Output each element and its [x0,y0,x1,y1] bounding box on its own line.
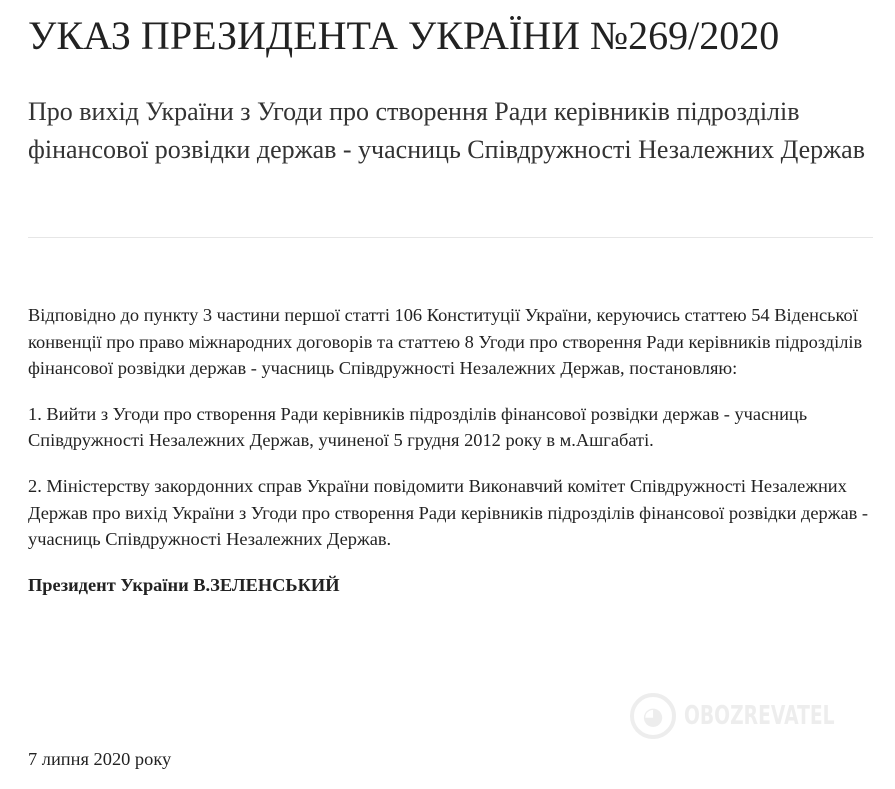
signature: Президент України В.ЗЕЛЕНСЬКИЙ [28,574,340,595]
preamble-paragraph: Відповідно до пункту 3 частини першої статті 106 Конституції України, керуючись статтею 54 Віденської конвенції про право міжнародних договорів та статтею 8 Угоди про створення Ради керівників підрозділів фінансової розвідки держав - учасниць Співдружності Незалежних Держав, постановляю: [28,305,863,379]
globe-icon: ◕ [630,693,676,739]
decree-subtitle: Про вихід України з Угоди про створення Ради керівників підрозділів фінансової розвідки держав - учасниць Співдружності Незалежних Держав [28,97,865,164]
watermark-text: OBOZREVATEL [684,701,835,731]
decree-title: УКАЗ ПРЕЗИДЕНТА УКРАЇНИ №269/2020 [28,13,780,58]
decree-body [28,302,873,617]
divider [28,237,873,238]
clause-2: 2. Міністерству закордонних справ України повідомити Виконавчий комітет Співдружності Незалежних Держав про вихід України з Угоди про створення Ради керівників підрозділів фінансової розвідки держав - учасниць Співдружності Незалежних Держав. [28,475,869,550]
watermark [630,693,893,739]
decree-date: 7 липня 2020 року [28,749,172,769]
clause-1: 1. Вийти з Угоди про створення Ради керівників підрозділів фінансової розвідки держав - учасниць Співдружності Незалежних Держав, учиненої 5 грудня 2012 року в м.Ашгабаті. [28,403,808,451]
